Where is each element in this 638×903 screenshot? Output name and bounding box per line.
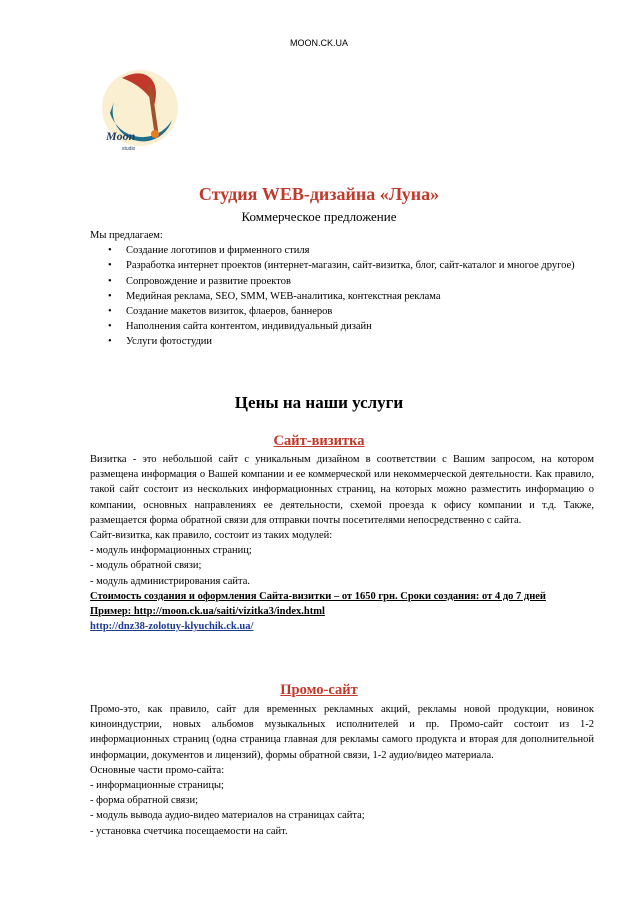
vizitka-modules-intro: Сайт-визитка, как правило, состоит из таких модулей:	[90, 530, 333, 542]
list-item: - установка счетчика посещаемости на сайт.	[90, 825, 288, 837]
logo-subtext: studio	[122, 146, 136, 152]
moon-logo	[92, 58, 192, 158]
list-item: • Создание логотипов и фирменного стиля	[126, 243, 594, 258]
list-item: - модуль обратной связи;	[90, 560, 202, 572]
example-link-2[interactable]: http://dnz38-zolotuy-klyuchik.ck.ua/	[90, 621, 254, 633]
list-item: • Наполнения сайта контентом, индивидуальный дизайн	[126, 319, 594, 334]
page-title: Студия WEB-дизайна «Луна»	[198, 184, 440, 204]
list-item: • Услуги фотостудии	[126, 334, 594, 349]
offer-section	[90, 228, 594, 350]
page-subtitle: Коммерческое предложение	[241, 209, 397, 224]
promo-heading: Промо-сайт	[280, 682, 358, 698]
list-item: - модуль администрирования сайта.	[90, 575, 250, 587]
list-item: - модуль информационных страниц;	[90, 545, 252, 557]
list-item: - форма обратной связи;	[90, 795, 199, 807]
list-item: • Создание макетов визиток, флаеров, баннеров	[126, 304, 594, 319]
promo-paragraph: Промо-это, как правило, сайт для временных рекламных акций, рекламы новой продукции, новинок киноиндустрии, новых альбомов музыкальных исполнителей и пр. Промо-сайт состоит из 1-2 информационных страниц (одна страница главная для рекламы самого продукта и вторая для дополнительной информации, документов и лицензий), формы обратной связи, 1-2 аудио/видео материала.	[90, 704, 594, 761]
vizitka-price: Стоимость создания и оформления Сайта-визитки – от 1650 грн. Сроки создания: от 4 до 7 дней	[90, 590, 546, 602]
vizitka-paragraph: Визитка - это небольшой сайт с уникальным дизайном в соответствии с Вашим запросом, на котором размещена информация о Вашей компании и ее коммерческой или некоммерческой деятельности. Как правило, такой сайт состоит из нескольких информационных страниц, на которых можно разместить информацию о компании, основных направлениях ее деятельности, схемой проезда к офису компании и т.д. Также, размещается форма обратной связи для отправки почты посетителями непосредственно с сайта.	[90, 454, 594, 526]
logo-text: Moon	[106, 129, 136, 143]
page-header: MOON.CK.UA	[289, 38, 348, 48]
list-item: • Разработка интернет проектов (интернет-магазин, сайт-визитка, блог, сайт-каталог и многое другое)	[126, 258, 594, 273]
list-item: - модуль вывода аудио-видео материалов на страницах сайта;	[90, 810, 365, 822]
promo-section	[90, 702, 594, 839]
list-item: • Медийная реклама, SEO, SMM, WEB-аналитика, контекстная реклама	[126, 289, 594, 304]
promo-parts-intro: Основные части промо-сайта:	[90, 764, 225, 776]
offer-intro: Мы предлагаем:	[90, 230, 163, 241]
list-item: - информационные страницы;	[90, 780, 224, 792]
prices-heading: Цены на наши услуги	[234, 393, 404, 412]
vizitka-section	[90, 452, 594, 634]
vizitka-heading: Сайт-визитка	[273, 433, 365, 449]
example-link[interactable]: Пример: http://moon.ck.ua/saiti/vizitka3/index.html	[90, 606, 325, 618]
offer-list	[90, 243, 594, 349]
list-item: • Сопровождение и развитие проектов	[126, 274, 594, 289]
